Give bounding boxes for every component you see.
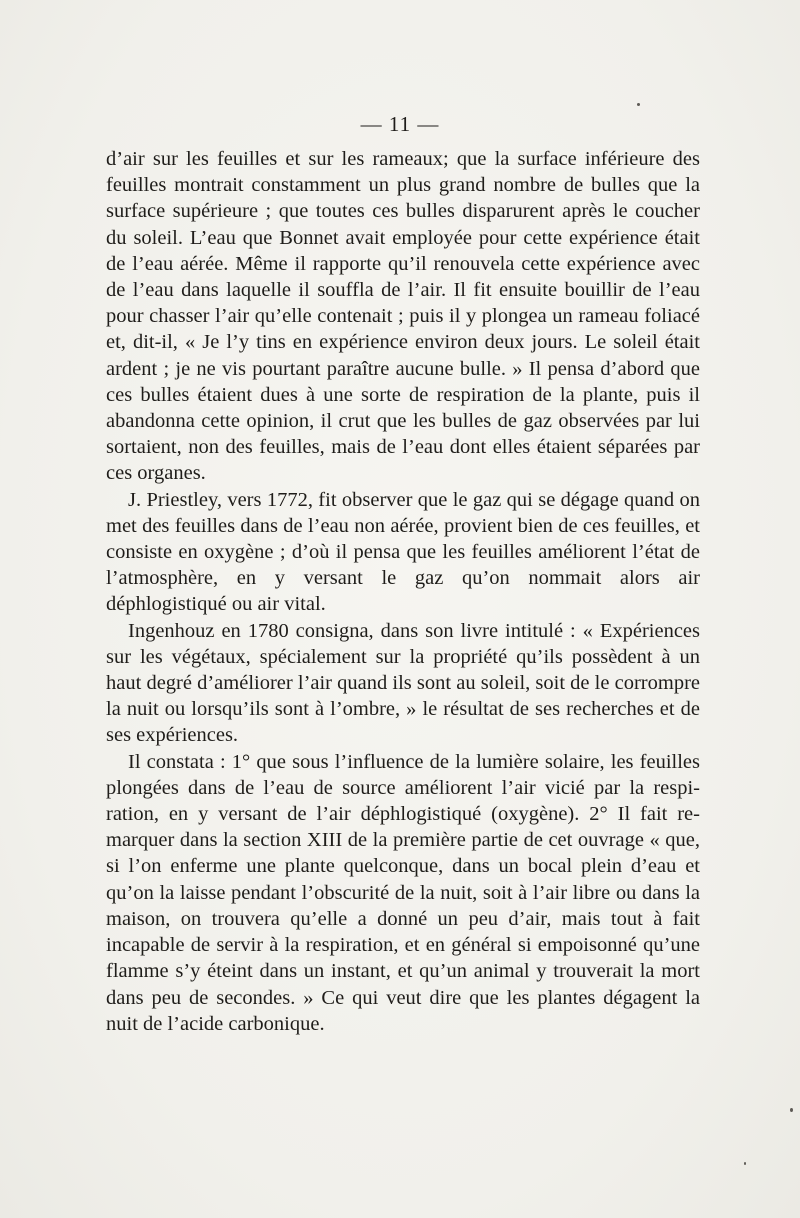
body-text (106, 146, 700, 1037)
paper-speck (744, 1162, 746, 1165)
paper-speck (637, 103, 640, 106)
paragraph-priestley: J. Priestley, vers 1772, fit observer que le gaz qui se dégage quand on met des feuilles dans de l’eau non aérée, provient bien de ces feuilles, et consiste en oxygène ; d’où il pensa que les feuilles améliorent l’état de l’atmosphère, en y versant le gaz qu’on nommait alors air déphlogistiqué ou air vital. (106, 488, 700, 616)
paragraph-constata: Il constata : 1° que sous l’influence de la lumière solaire, les feuilles plongées dans de l’eau de source améliorent l’air vicié par la respiration, en y versant de l’air déphlogistiqué (oxygène). 2° Il fait remarquer dans la section XIII de la première partie de cet ouvrage « que, si l’on enferme une plante quelconque, dans un bocal plein d’eau et qu’on la laisse pendant l’obscurité de la nuit, soit à l’air libre ou dans la maison, on trouvera qu’elle a donné un peu d’air, mais tout à fait incapable de servir à la respiration, et en général si empoisonné qu’une flamme s’y éteint dans un instant, et qu’un animal y trouverait la mort dans peu de secondes. » Ce qui veut dire que les plantes dégagent la nuit de l’acide carbonique. (106, 750, 700, 1035)
paragraph-continued: d’air sur les feuilles et sur les rameaux; que la surface inférieure des feuilles montrait constamment un plus grand nombre de bulles que la surface supérieure ; que toutes ces bulles disparurent après le coucher du soleil. L’eau que Bonnet avait employée pour cette expérience était de l’eau aérée. Même il rapporte qu’il renouvela cette expérience avec de l’eau dans laquelle il souffla de l’air. Il fit ensuite bouillir de l’eau pour chasser l’air qu’elle contenait ; puis il y plongea un rameau foliacé et, dit-il, « Je l’y tins en expérience environ deux jours. Le soleil était ardent ; je ne vis pourtant paraître aucune bulle. » Il pensa d’abord que ces bulles étaient dues à une sorte de respiration de la plante, puis il abandonna cette opinion, il crut que les bulles de gaz observées par lui sortaient, non des feuilles, mais de l’eau dont elles étaient séparées par ces organes. (106, 148, 700, 485)
paragraph-ingenhouz: Ingenhouz en 1780 consigna, dans son livre intitulé : « Expériences sur les végétaux, spécialement sur la propriété qu’ils possèdent à un haut degré d’améliorer l’air quand ils sont au soleil, soit de le corrompre la nuit ou lorsqu’ils sont à l’ombre, » le résultat de ses recherches et de ses expériences. (106, 619, 700, 747)
paper-speck (790, 1108, 793, 1112)
page-number: — 11 — (360, 112, 440, 136)
